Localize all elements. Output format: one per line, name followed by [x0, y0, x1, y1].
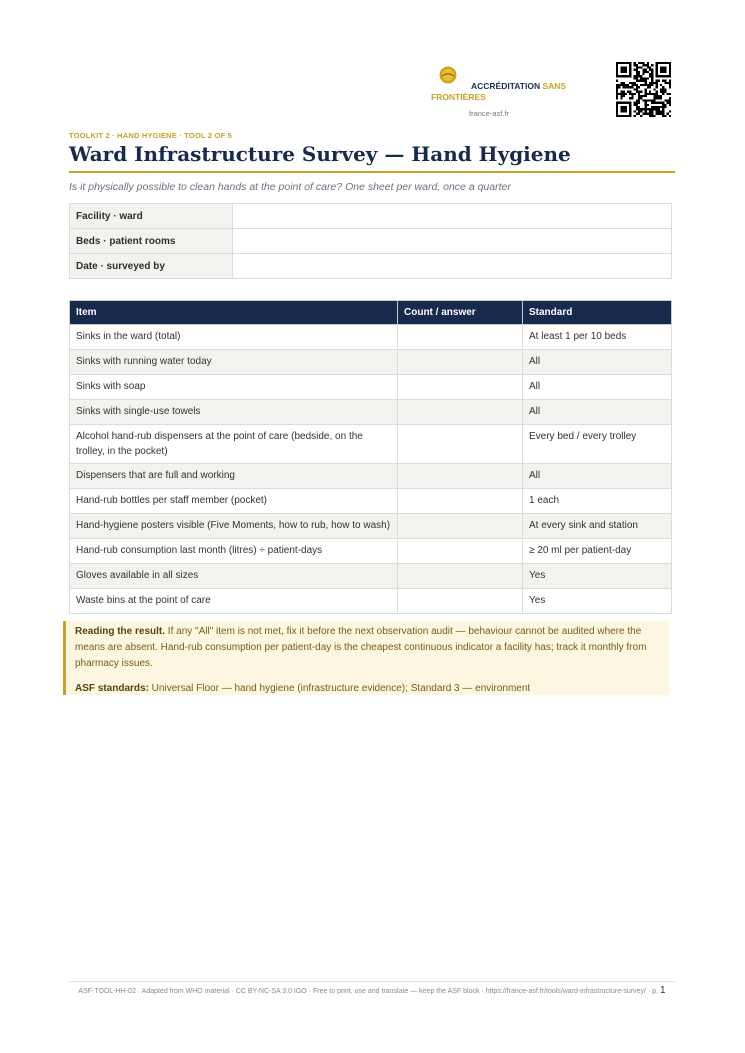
page-title: Ward Infrastructure Survey — Hand Hygiene [69, 142, 571, 166]
table-row [70, 350, 672, 375]
standard-cell: 1 each [523, 489, 672, 514]
answer-cell[interactable] [398, 325, 523, 350]
reading-text: If any "All" item is not met, fix it before the next observation audit — behaviour cannot be audited where the means are absent. Hand-rub consumption per patient-day is the cheapest continuous indicator a facility has; track it monthly from pharmacy issues. [75, 626, 647, 669]
item-cell: Sinks with single-use towels [70, 400, 398, 425]
date-surveyor-field[interactable] [233, 254, 672, 279]
item-cell: Hand-hygiene posters visible (Five Moments, how to rub, how to wash) [70, 514, 398, 539]
item-cell: Gloves available in all sizes [70, 564, 398, 589]
standards-text: Universal Floor — hand hygiene (infrastructure evidence); Standard 3 — environment [148, 683, 531, 694]
toolkit-kicker: TOOLKIT 2 · HAND HYGIENE · TOOL 2 OF 5 [69, 131, 233, 140]
standards-paragraph [75, 681, 661, 697]
document-header [0, 0, 745, 125]
answer-cell[interactable] [398, 564, 523, 589]
table-row [70, 425, 672, 464]
answer-cell[interactable] [398, 350, 523, 375]
site-url: france-asf.fr [469, 109, 510, 118]
standard-cell: All [523, 464, 672, 489]
table-row [70, 375, 672, 400]
answer-cell[interactable] [398, 539, 523, 564]
item-cell: Sinks with running water today [70, 350, 398, 375]
standard-cell: ≥ 20 ml per patient-day [523, 539, 672, 564]
standard-cell: Yes [523, 589, 672, 614]
item-cell: Alcohol hand-rub dispensers at the point of care (bedside, on the trolley, in the pocket) [70, 425, 398, 464]
table-row [70, 539, 672, 564]
table-row [70, 489, 672, 514]
table-row [70, 400, 672, 425]
page-number: 1 [660, 985, 666, 996]
column-header-item: Item [70, 301, 398, 325]
beds-rooms-label: Beds · patient rooms [70, 229, 233, 254]
table-row [70, 464, 672, 489]
standards-label: ASF standards: [75, 683, 149, 694]
table-row [70, 514, 672, 539]
item-cell: Hand-rub consumption last month (litres) ÷ patient-days [70, 539, 398, 564]
standard-cell: All [523, 375, 672, 400]
answer-cell[interactable] [398, 514, 523, 539]
answer-cell[interactable] [398, 589, 523, 614]
item-cell: Dispensers that are full and working [70, 464, 398, 489]
date-surveyor-label: Date · surveyed by [70, 254, 233, 279]
item-cell: Sinks with soap [70, 375, 398, 400]
item-cell: Hand-rub bottles per staff member (pocket) [70, 489, 398, 514]
column-header-count: Count / answer [398, 301, 523, 325]
meta-row [70, 254, 672, 279]
brand-part2: SANS [542, 81, 567, 91]
qr-code-icon [616, 62, 671, 117]
meta-row [70, 229, 672, 254]
brand-name [431, 81, 591, 103]
page-footer [69, 985, 675, 998]
answer-cell[interactable] [398, 489, 523, 514]
table-row [70, 564, 672, 589]
reading-paragraph [75, 624, 661, 672]
brand-part1: ACCRÉDITATION [471, 81, 541, 91]
item-cell: Sinks in the ward (total) [70, 325, 398, 350]
answer-cell[interactable] [398, 425, 523, 464]
reading-note [63, 621, 669, 695]
page-subtitle: Is it physically possible to clean hands at the point of care? One sheet per ward, once a quarter [69, 181, 511, 193]
meta-row [70, 204, 672, 229]
answer-cell[interactable] [398, 464, 523, 489]
footer-text: ASF-TOOL-HH-02 · Adapted from WHO material · CC BY-NC-SA 3.0 IGO · Free to print, use and translate — keep the ASF block · https://france-asf.fr/tools/ward-infrastructure-survey/ · p. [78, 988, 659, 995]
beds-rooms-field[interactable] [233, 229, 672, 254]
table-row [70, 325, 672, 350]
standard-cell: Yes [523, 564, 672, 589]
facility-ward-label: Facility · ward [70, 204, 233, 229]
survey-details-table [69, 203, 672, 279]
infrastructure-table [69, 300, 672, 614]
standard-cell: At every sink and station [523, 514, 672, 539]
standard-cell: All [523, 400, 672, 425]
facility-ward-field[interactable] [233, 204, 672, 229]
column-header-standard: Standard [523, 301, 672, 325]
title-divider [69, 171, 675, 173]
item-cell: Waste bins at the point of care [70, 589, 398, 614]
reading-label: Reading the result. [75, 626, 166, 637]
footer-divider [69, 981, 675, 982]
table-header-row [70, 301, 672, 325]
answer-cell[interactable] [398, 400, 523, 425]
standard-cell: Every bed / every trolley [523, 425, 672, 464]
table-row [70, 589, 672, 614]
answer-cell[interactable] [398, 375, 523, 400]
brand-part3: FRONTIÈRES [431, 92, 486, 102]
standard-cell: All [523, 350, 672, 375]
standard-cell: At least 1 per 10 beds [523, 325, 672, 350]
